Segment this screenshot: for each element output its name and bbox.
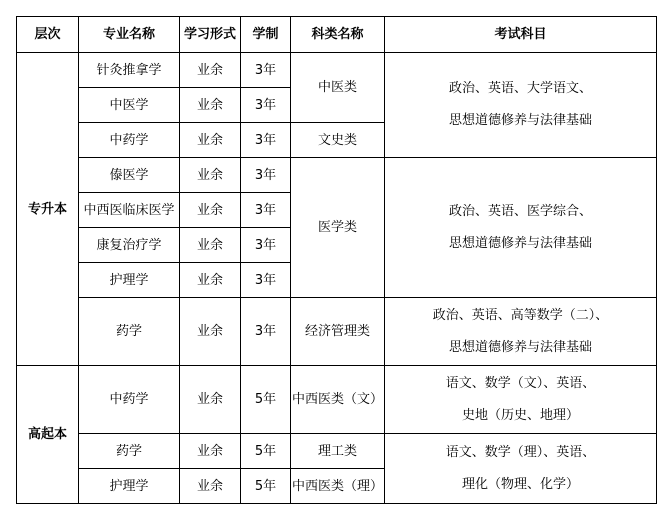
- exam-line: 语文、数学（理）、英语、: [445, 444, 596, 460]
- mode-cell: 业余: [180, 469, 241, 504]
- exam-cell: [385, 366, 657, 434]
- category-cell: 经济管理类: [291, 298, 385, 366]
- category-cell: 理工类: [291, 434, 385, 469]
- exam-cell: [385, 158, 657, 298]
- mode-cell: 业余: [180, 193, 241, 228]
- mode-cell: 业余: [180, 434, 241, 469]
- major-cell: 中药学: [79, 366, 180, 434]
- category-cell: 中西医类（文）: [291, 366, 385, 434]
- header-row: [17, 17, 657, 53]
- category-cell: 医学类: [291, 158, 385, 298]
- major-cell: 傣医学: [79, 158, 180, 193]
- mode-cell: 业余: [180, 88, 241, 123]
- mode-cell: 业余: [180, 228, 241, 263]
- major-cell: 药学: [79, 434, 180, 469]
- header-major: 专业名称: [79, 17, 180, 53]
- mode-cell: 业余: [180, 298, 241, 366]
- duration-cell: 3年: [241, 228, 291, 263]
- category-cell: 中医类: [291, 53, 385, 123]
- major-cell: 针灸推拿学: [79, 53, 180, 88]
- table-row: [17, 366, 657, 434]
- header-level: 层次: [17, 17, 79, 53]
- major-cell: 护理学: [79, 263, 180, 298]
- major-cell: 中医学: [79, 88, 180, 123]
- exam-cell: [385, 53, 657, 158]
- exam-cell: [385, 298, 657, 366]
- exam-line: 理化（物理、化学）: [461, 476, 579, 492]
- major-cell: 康复治疗学: [79, 228, 180, 263]
- duration-cell: 3年: [241, 193, 291, 228]
- duration-cell: 5年: [241, 434, 291, 469]
- category-cell: 中西医类（理）: [291, 469, 385, 504]
- duration-cell: 3年: [241, 53, 291, 88]
- exam-line: 政治、英语、高等数学（二）、: [432, 307, 609, 323]
- major-cell: 中药学: [79, 123, 180, 158]
- exam-line: 语文、数学（文）、英语、: [445, 375, 596, 391]
- exam-line: 政治、英语、大学语文、: [448, 81, 592, 96]
- duration-cell: 3年: [241, 158, 291, 193]
- exam-line: 思想道德修养与法律基础: [448, 235, 592, 251]
- level-cell: 专升本: [17, 53, 79, 366]
- header-duration: 学制: [241, 17, 291, 53]
- header-study-mode: 学习形式: [180, 17, 241, 53]
- level-cell: 高起本: [17, 366, 79, 504]
- table-row: [17, 158, 657, 193]
- exam-cell: [385, 434, 657, 504]
- mode-cell: 业余: [180, 158, 241, 193]
- category-cell: 文史类: [291, 123, 385, 158]
- mode-cell: 业余: [180, 263, 241, 298]
- mode-cell: 业余: [180, 53, 241, 88]
- exam-line: 思想道德修养与法律基础: [448, 339, 592, 355]
- major-cell: 中西医临床医学: [79, 193, 180, 228]
- header-category: 科类名称: [291, 17, 385, 53]
- duration-cell: 3年: [241, 123, 291, 158]
- duration-cell: 3年: [241, 88, 291, 123]
- duration-cell: 5年: [241, 469, 291, 504]
- exam-line: 政治、英语、医学综合、: [448, 203, 592, 219]
- header-exam-subjects: 考试科目: [385, 17, 657, 53]
- duration-cell: 3年: [241, 298, 291, 366]
- mode-cell: 业余: [180, 123, 241, 158]
- table-row: [17, 434, 657, 469]
- duration-cell: 5年: [241, 366, 291, 434]
- exam-line: 史地（历史、地理）: [461, 407, 579, 423]
- table-row: [17, 53, 657, 88]
- majors-table: [16, 16, 657, 504]
- mode-cell: 业余: [180, 366, 241, 434]
- major-cell: 护理学: [79, 469, 180, 504]
- table-row: [17, 298, 657, 366]
- duration-cell: 3年: [241, 263, 291, 298]
- exam-line: 思想道德修养与法律基础: [448, 113, 592, 128]
- major-cell: 药学: [79, 298, 180, 366]
